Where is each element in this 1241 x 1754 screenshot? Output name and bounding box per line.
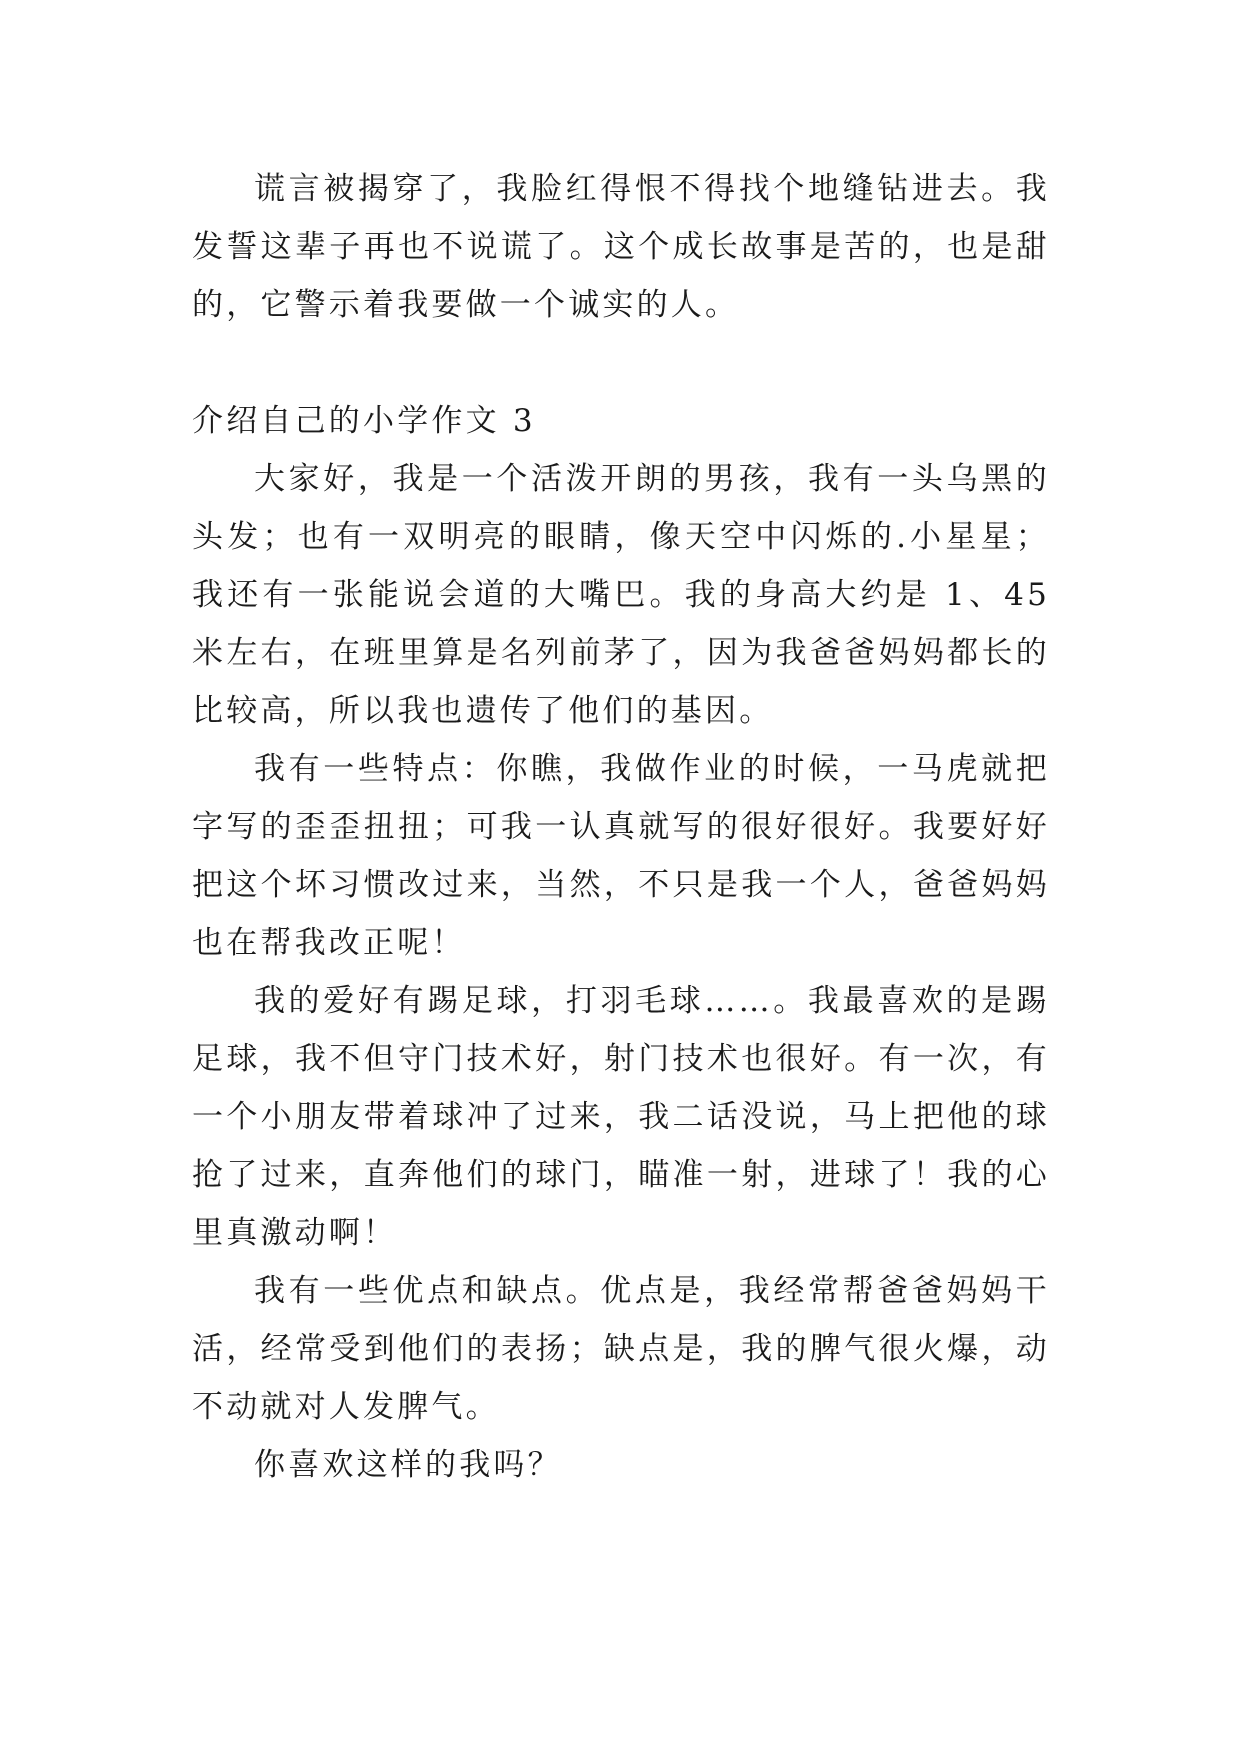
paragraph-1: 大家好，我是一个活泼开朗的男孩，我有一头乌黑的头发；也有一双明亮的眼睛，像天空中闪烁的.小星星；我还有一张能说会道的大嘴巴。我的身高大约是 1、45 米左右，在班里算是名列前茅了，因为我爸爸妈妈都长的比较高，所以我也遗传了他们的基因。: [192, 461, 1050, 729]
paragraph-3: 我的爱好有踢足球，打羽毛球……。我最喜欢的是踢足球，我不但守门技术好，射门技术也很好。有一次，有一个小朋友带着球冲了过来，我二话没说，马上把他的球抢了过来，直奔他们的球门，瞄准一射，进球了！我的心里真激动啊！: [192, 983, 1050, 1251]
document-body: [192, 160, 1050, 1494]
section-title: 介绍自己的小学作文 3: [192, 403, 536, 439]
paragraph-4: 我有一些优点和缺点。优点是，我经常帮爸爸妈妈干活，经常受到他们的表扬；缺点是，我的脾气很火爆，动不动就对人发脾气。: [192, 1273, 1050, 1425]
intro-paragraph: 谎言被揭穿了，我脸红得恨不得找个地缝钻进去。我发誓这辈子再也不说谎了。这个成长故事是苦的，也是甜的，它警示着我要做一个诚实的人。: [192, 171, 1050, 323]
paragraph-5: 你喜欢这样的我吗？: [254, 1447, 562, 1483]
paragraph-2: 我有一些特点：你瞧，我做作业的时候，一马虎就把字写的歪歪扭扭；可我一认真就写的很好很好。我要好好把这个坏习惯改过来，当然，不只是我一个人，爸爸妈妈也在帮我改正呢！: [192, 751, 1050, 961]
